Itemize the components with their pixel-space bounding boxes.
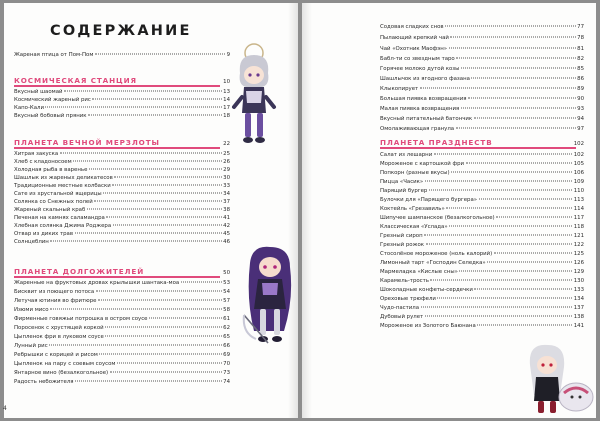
entry-leader — [45, 107, 221, 108]
entry-page: 37 — [223, 199, 230, 205]
entry-page: 61 — [223, 316, 230, 322]
entry-page: 90 — [577, 96, 584, 102]
entry-page: 89 — [577, 86, 584, 92]
entry-leader — [149, 318, 222, 319]
entry-leader — [420, 88, 576, 89]
entry-page: 9 — [226, 52, 230, 58]
entry-title: Вкусный шаомай — [14, 89, 63, 95]
entry-title: Сате из хрустальной ящерицы — [14, 191, 102, 197]
toc-entry[interactable] — [380, 34, 584, 42]
entry-leader — [114, 177, 221, 178]
entry-page: 85 — [577, 66, 584, 72]
entry-title: Горячее молоко дутой козы — [380, 66, 460, 72]
entry-title: Радость небожителя — [14, 379, 74, 385]
entry-page: 122 — [573, 242, 584, 248]
toc-entry[interactable] — [380, 268, 584, 276]
entry-title: Бабл-ти со звездным таро — [380, 56, 455, 62]
entry-leader — [110, 372, 222, 373]
chibi-character-with-creature-illustration — [524, 339, 596, 417]
toc-entry[interactable] — [380, 304, 584, 312]
toc-entry[interactable] — [14, 104, 230, 112]
entry-page: 114 — [573, 206, 584, 212]
entry-page: 78 — [577, 35, 584, 41]
entry-leader — [50, 309, 222, 310]
entry-title: Лимонный тарт «Господин Селедка» — [380, 260, 486, 266]
entry-page: 129 — [573, 269, 584, 275]
entry-leader — [446, 208, 572, 209]
entry-title: Капо-Кали — [14, 105, 44, 111]
entry-leader — [112, 185, 221, 186]
entry-page: 93 — [577, 106, 584, 112]
toc-entry[interactable] — [14, 342, 230, 350]
toc-entry[interactable] — [14, 190, 230, 198]
toc-entry[interactable] — [14, 288, 230, 296]
entry-title: Мороженое из Золотого Баюнана — [380, 323, 476, 329]
entry-page: 73 — [223, 370, 230, 376]
section-header-space-station[interactable] — [14, 75, 230, 85]
toc-entry[interactable] — [380, 151, 584, 159]
entry-title: Мороженое с картошкой фри — [380, 161, 465, 167]
toc-entry[interactable] — [380, 214, 584, 222]
entry-title: Шипучее шампанское (безалкогольное) — [380, 215, 495, 221]
entry-leader — [50, 241, 221, 242]
entry-leader — [99, 354, 221, 355]
entry-title: Фирменные говяжьи потрошка в остром соусе — [14, 316, 148, 322]
entry-leader — [445, 26, 576, 27]
entry-title: Салат из лешарни — [380, 152, 433, 158]
entry-leader — [471, 78, 575, 79]
entry-page: 82 — [577, 56, 584, 62]
entry-leader — [421, 307, 573, 308]
toc-entry[interactable] — [14, 351, 230, 359]
section-header-permafrost-planet[interactable] — [14, 137, 230, 147]
entry-title: Космический жареный рис — [14, 97, 91, 103]
toc-entry[interactable] — [380, 169, 584, 177]
toc-entry[interactable] — [14, 238, 230, 246]
entry-page: 54 — [223, 289, 230, 295]
entry-title: Попкорн (разные вкусы) — [380, 170, 450, 176]
entry-title: Грезный сироп — [380, 233, 423, 239]
entry-page: 110 — [573, 188, 584, 194]
entry-title: Отвар из диких трав — [14, 231, 74, 237]
entry-title: Хлебная солянка Джима Роджера — [14, 223, 112, 229]
entry-leader — [459, 271, 572, 272]
entry-page: 18 — [223, 113, 230, 119]
entry-leader — [425, 181, 572, 182]
entry-page: 106 — [573, 170, 584, 176]
entry-title: Стосолёное мороженое (ноль калорий) — [380, 251, 493, 257]
entry-title: Карамель-трость — [380, 278, 429, 284]
entry-leader — [64, 91, 222, 92]
entry-page: 81 — [577, 46, 584, 52]
entry-page: 25 — [223, 151, 230, 157]
right-page — [302, 3, 596, 418]
section-page: 10 — [223, 79, 230, 85]
entry-page: 65 — [223, 334, 230, 340]
entry-page: 45 — [223, 231, 230, 237]
entry-title: Содовая сладких снов — [380, 24, 444, 30]
entry-title: Бисквит из поющего потоса — [14, 289, 95, 295]
entry-page: 58 — [223, 307, 230, 313]
entry-page: 117 — [573, 215, 584, 221]
entry-leader — [96, 291, 222, 292]
entry-page: 133 — [573, 287, 584, 293]
toc-entry[interactable] — [380, 322, 584, 330]
entry-title: Цыпленок на пару с соевым соусом — [14, 361, 116, 367]
entry-page: 38 — [223, 207, 230, 213]
entry-leader — [450, 37, 575, 38]
toc-entry[interactable] — [380, 65, 584, 73]
entry-leader — [92, 99, 221, 100]
entry-page: 34 — [223, 191, 230, 197]
chibi-character-purple-hair-illustration — [244, 243, 298, 351]
section-title: ПЛАНЕТА ПРАЗДНЕСТВ — [380, 138, 493, 147]
entry-leader — [494, 253, 572, 254]
entry-leader — [468, 98, 576, 99]
entry-leader — [105, 336, 221, 337]
toc-entry[interactable] — [380, 259, 584, 267]
section-title: ПЛАНЕТА ДОЛГОЖИТЕЛЕЙ — [14, 267, 145, 276]
entry-leader — [75, 381, 222, 382]
section-underline — [14, 147, 220, 149]
entry-title: Мармеладка «Кислые сны» — [380, 269, 458, 275]
entry-leader — [474, 118, 576, 119]
entry-leader — [479, 199, 573, 200]
entry-page: 29 — [223, 167, 230, 173]
toc-entry[interactable] — [14, 88, 230, 96]
entry-title: Грезный рожок — [380, 242, 425, 248]
entry-page: 42 — [223, 223, 230, 229]
entry-page: 121 — [573, 233, 584, 239]
entry-page: 109 — [573, 179, 584, 185]
gutter-shadow — [302, 3, 312, 418]
toc-entry[interactable] — [380, 75, 584, 83]
entry-leader — [456, 128, 576, 129]
entry-leader — [451, 172, 572, 173]
toc-entry[interactable] — [14, 206, 230, 214]
toc-entry[interactable] — [14, 96, 230, 104]
entry-leader — [117, 363, 222, 364]
entry-leader — [113, 225, 222, 226]
entry-title: Шашлычок из ягодного фазана — [380, 76, 470, 82]
entry-leader — [181, 282, 222, 283]
toc-entry[interactable] — [380, 232, 584, 240]
toc-entry[interactable] — [380, 250, 584, 258]
entry-title: Печеная на камнях саламандра — [14, 215, 105, 221]
section-page: 50 — [223, 270, 230, 276]
entry-title: Ребрышки с корицей и рисом — [14, 352, 98, 358]
entry-title: Цыпленок фри в луковом соусе — [14, 334, 104, 340]
chibi-character-silver-hair-illustration — [226, 43, 282, 147]
entry-title: Шашлык из жареных деликатесов — [14, 175, 113, 181]
entry-leader — [73, 161, 221, 162]
entry-leader — [496, 217, 572, 218]
entry-title: Традиционные местные колбаски — [14, 183, 111, 189]
toc-entry[interactable] — [380, 286, 584, 294]
entry-title: Чудо-пастила — [380, 305, 420, 311]
toc-entry[interactable] — [380, 85, 584, 93]
toc-entry[interactable] — [380, 55, 584, 63]
toc-entry[interactable] — [14, 214, 230, 222]
toc-entry[interactable] — [380, 205, 584, 213]
entry-title: Большая пиявка возвращения — [380, 96, 467, 102]
toc-entry[interactable] — [14, 222, 230, 230]
entry-page: 41 — [223, 215, 230, 221]
entry-title: Вкусный питательный батончик — [380, 116, 473, 122]
toc-entry[interactable] — [380, 115, 584, 123]
entry-leader — [461, 108, 576, 109]
entry-title: Коктейль «Грезавиль» — [380, 206, 445, 212]
toc-entry[interactable] — [14, 182, 230, 190]
gutter-shadow — [288, 3, 298, 418]
entry-title: Ореховые трюфели — [380, 296, 436, 302]
toc-entry[interactable] — [380, 160, 584, 168]
entry-page: 70 — [223, 361, 230, 367]
entry-title: Малая пиявка возвращения — [380, 106, 460, 112]
left-page — [4, 3, 298, 418]
entry-title: Солнцеблин — [14, 239, 49, 245]
toc-entry[interactable] — [14, 306, 230, 314]
entry-title: Чай «Охотник Маофэн» — [380, 46, 448, 52]
entry-page: 130 — [573, 278, 584, 284]
entry-title: Пицца «Часик» — [380, 179, 424, 185]
entry-leader — [98, 300, 222, 301]
toc-entry[interactable] — [14, 378, 230, 386]
entry-leader — [437, 298, 572, 299]
toc-entry[interactable] — [14, 174, 230, 182]
entry-page: 113 — [573, 197, 584, 203]
entry-page: 102 — [573, 152, 584, 158]
entry-leader — [95, 54, 225, 55]
entry-leader — [430, 280, 572, 281]
page-number-left: 4 — [3, 405, 7, 412]
entry-leader — [87, 209, 222, 210]
section-header-festival-planet[interactable] — [380, 137, 584, 147]
entry-leader — [487, 262, 572, 263]
toc-entry[interactable] — [14, 315, 230, 323]
entry-leader — [474, 289, 572, 290]
entry-leader — [477, 325, 572, 326]
toc-entry[interactable] — [380, 125, 584, 133]
entry-leader — [449, 48, 576, 49]
entry-title: Жаренные на фруктовых дровах крылышки шантака-моа — [14, 280, 180, 286]
entry-leader — [434, 154, 573, 155]
entry-leader — [60, 153, 222, 154]
entry-page: 13 — [223, 89, 230, 95]
toc-entry[interactable] — [14, 150, 230, 158]
toc-entry[interactable] — [380, 178, 584, 186]
entry-leader — [89, 169, 222, 170]
entry-page: 125 — [573, 251, 584, 257]
entry-page: 126 — [573, 260, 584, 266]
section-underline — [380, 147, 576, 149]
toc-entry[interactable] — [14, 230, 230, 238]
entry-leader — [49, 345, 221, 346]
toc-entry[interactable] — [14, 51, 230, 59]
toc-entry[interactable] — [380, 187, 584, 195]
entry-leader — [461, 68, 576, 69]
toc-entry[interactable] — [14, 166, 230, 174]
entry-leader — [106, 217, 221, 218]
entry-page: 30 — [223, 175, 230, 181]
entry-page: 77 — [577, 24, 584, 30]
toc-entry[interactable] — [380, 241, 584, 249]
section-underline — [14, 85, 220, 87]
toc-entry[interactable] — [14, 112, 230, 120]
entry-leader — [426, 244, 573, 245]
entry-page: 86 — [577, 76, 584, 82]
entry-leader — [466, 163, 573, 164]
entry-page: 69 — [223, 352, 230, 358]
section-title: ПЛАНЕТА ВЕЧНОЙ МЕРЗЛОТЫ — [14, 138, 160, 147]
toc-entry[interactable] — [380, 95, 584, 103]
entry-page: 118 — [573, 224, 584, 230]
entry-leader — [94, 201, 221, 202]
entry-leader — [429, 190, 572, 191]
entry-title: Летучая ютиния во фритюре — [14, 298, 97, 304]
entry-title: Янтарное вино (безалкогольное) — [14, 370, 109, 376]
entry-leader — [103, 193, 221, 194]
section-page: 102 — [573, 141, 584, 147]
entry-title: Изюми мисо — [14, 307, 49, 313]
toc-entry[interactable] — [380, 105, 584, 113]
entry-page: 97 — [577, 126, 584, 132]
entry-leader — [105, 327, 222, 328]
page-title: СОДЕРЖАНИЕ — [50, 23, 192, 39]
entry-leader — [449, 226, 572, 227]
entry-page: 57 — [223, 298, 230, 304]
toc-entry[interactable] — [14, 360, 230, 368]
section-header-longevity-planet[interactable] — [14, 266, 230, 276]
section-underline — [14, 276, 220, 278]
toc-entry[interactable] — [380, 295, 584, 303]
entry-page: 14 — [223, 97, 230, 103]
entry-title: Жареная птица от Пом-Пом — [14, 52, 94, 58]
toc-entry[interactable] — [14, 324, 230, 332]
entry-page: 134 — [573, 296, 584, 302]
entry-page: 17 — [223, 105, 230, 111]
toc-entry[interactable] — [380, 277, 584, 285]
entry-page: 94 — [577, 116, 584, 122]
toc-entry[interactable] — [14, 158, 230, 166]
entry-title: Солянка со Снежных полей — [14, 199, 93, 205]
entry-page: 105 — [573, 161, 584, 167]
entry-title: Хлеб с кладоносоем — [14, 159, 72, 165]
section-page: 22 — [223, 141, 230, 147]
section-title: КОСМИЧЕСКАЯ СТАНЦИЯ — [14, 76, 137, 85]
entry-page: 26 — [223, 159, 230, 165]
toc-entry[interactable] — [380, 313, 584, 321]
entry-leader — [75, 233, 222, 234]
entry-page: 46 — [223, 239, 230, 245]
entry-page: 141 — [573, 323, 584, 329]
entry-title: Холодная рыба в варенье — [14, 167, 88, 173]
entry-title: Булочки для «Парящего бургера» — [380, 197, 478, 203]
entry-page: 74 — [223, 379, 230, 385]
entry-leader — [424, 235, 572, 236]
toc-entry[interactable] — [380, 196, 584, 204]
entry-title: Жареный скальный краб — [14, 207, 86, 213]
toc-entry[interactable] — [380, 223, 584, 231]
entry-title: Омолаживающая гранула — [380, 126, 455, 132]
entry-leader — [425, 316, 573, 317]
entry-page: 137 — [573, 305, 584, 311]
toc-entry[interactable] — [380, 45, 584, 53]
entry-page: 53 — [223, 280, 230, 286]
toc-entry[interactable] — [380, 23, 584, 31]
toc-entry[interactable] — [14, 198, 230, 206]
entry-leader — [88, 115, 222, 116]
entry-title: Дубовый рулет — [380, 314, 424, 320]
entry-title: Классическая «Услада» — [380, 224, 448, 230]
entry-title: Поросенок с хрустящей коркой — [14, 325, 104, 331]
entry-leader — [456, 58, 575, 59]
entry-title: Хитрая закуска — [14, 151, 59, 157]
entry-title: Лунный рис — [14, 343, 48, 349]
entry-title: Клыкопирует — [380, 86, 419, 92]
entry-page: 62 — [223, 325, 230, 331]
entry-page: 66 — [223, 343, 230, 349]
toc-entry[interactable] — [14, 333, 230, 341]
entry-title: Пылающий крепкий чай — [380, 35, 449, 41]
entry-title: Вкусный бобовый пряник — [14, 113, 87, 119]
entry-title: Шоколадные конфеты-сердечки — [380, 287, 473, 293]
toc-entry[interactable] — [14, 369, 230, 377]
toc-entry[interactable] — [14, 297, 230, 305]
entry-page: 138 — [573, 314, 584, 320]
entry-title: Парящий бургер — [380, 188, 428, 194]
entry-page: 33 — [223, 183, 230, 189]
toc-entry[interactable] — [14, 279, 230, 287]
